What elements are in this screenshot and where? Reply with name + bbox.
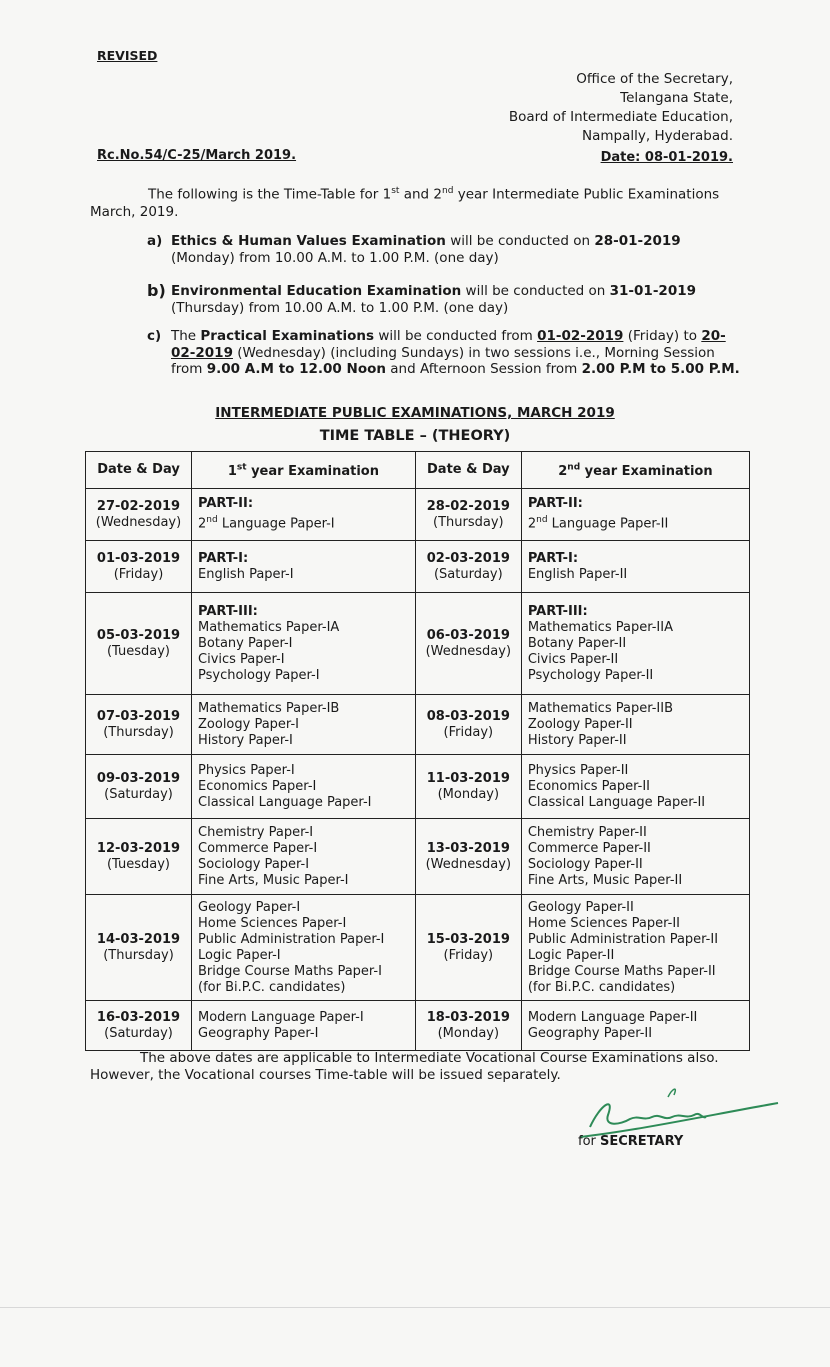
exam-paper: Sociology Paper-II bbox=[527, 856, 643, 872]
exam-paper: Bridge Course Maths Paper-II bbox=[527, 963, 716, 979]
exam-cell bbox=[521, 819, 749, 895]
item-session: 2.00 P.M to 5.00 P.M. bbox=[581, 361, 740, 377]
exam-paper: Bridge Course Maths Paper-I bbox=[198, 963, 382, 979]
exam-paper: Modern Language Paper-II bbox=[527, 1009, 698, 1025]
exam-paper: Home Sciences Paper-I bbox=[198, 915, 347, 931]
exam-paper: Classical Language Paper-I bbox=[198, 794, 372, 810]
exam-date: 14-03-2019 bbox=[96, 931, 181, 947]
exam-date: 12-03-2019 bbox=[96, 840, 181, 856]
exam-date: 02-03-2019 bbox=[426, 550, 510, 566]
exam-paper: Logic Paper-II bbox=[527, 947, 615, 963]
exam-day: (Friday) bbox=[443, 724, 494, 740]
main-heading-text: INTERMEDIATE PUBLIC EXAMINATIONS, MARCH 2019 bbox=[215, 405, 615, 421]
date-cell bbox=[86, 755, 192, 819]
item-text: (Wednesday) (including Sundays) in two sessions i.e., Morning Session from bbox=[171, 344, 715, 377]
office-line: Telangana State, bbox=[620, 90, 733, 106]
footer-note: The above dates are applicable to Intermediate Vocational Course Examinations also. However, the Vocational courses Time-table will be issued separately. bbox=[90, 1050, 719, 1083]
exam-day: (Monday) bbox=[437, 1025, 500, 1041]
exam-day: (Wednesday) bbox=[425, 643, 512, 659]
exam-cell bbox=[521, 541, 749, 593]
exam-cell bbox=[192, 489, 416, 541]
document-date-text: Date: 08-01-2019. bbox=[600, 150, 733, 165]
date-cell bbox=[86, 695, 192, 755]
time-table bbox=[85, 451, 750, 1051]
for-text: for bbox=[578, 1134, 601, 1149]
date-cell bbox=[86, 541, 192, 593]
exam-date: 05-03-2019 bbox=[96, 627, 181, 643]
exam-paper: Physics Paper-I bbox=[198, 762, 295, 778]
item-text: (Thursday) from 10.00 A.M. to 1.00 P.M. (one day) bbox=[171, 299, 509, 316]
date-cell bbox=[86, 593, 192, 695]
header-date-day: Date & Day bbox=[415, 452, 521, 489]
exam-paper: Commerce Paper-I bbox=[198, 840, 318, 856]
exam-date: 06-03-2019 bbox=[426, 627, 510, 643]
table-row bbox=[86, 593, 750, 695]
exam-day: (Wednesday) bbox=[95, 514, 182, 530]
item-date: 31-01-2019 bbox=[609, 283, 696, 299]
header-date-day: Date & Day bbox=[86, 452, 192, 489]
item-date: 01-02-2019 bbox=[537, 328, 624, 344]
table-row bbox=[86, 489, 750, 541]
table-row bbox=[86, 541, 750, 593]
item-practical-exam bbox=[147, 328, 741, 378]
for-secretary bbox=[578, 1134, 683, 1149]
exam-cell bbox=[521, 755, 749, 819]
item-marker: b) bbox=[147, 281, 166, 300]
exam-date: 28-02-2019 bbox=[426, 498, 510, 514]
item-text: will be conducted on bbox=[461, 283, 610, 299]
exam-cell bbox=[521, 489, 749, 541]
exam-paper: History Paper-II bbox=[527, 732, 627, 748]
exam-paper: Public Administration Paper-I bbox=[198, 931, 385, 947]
exam-paper: Mathematics Paper-IIA bbox=[527, 619, 673, 635]
exam-paper: Civics Paper-II bbox=[527, 651, 619, 667]
exam-paper: Physics Paper-II bbox=[527, 762, 629, 778]
exam-cell bbox=[192, 895, 416, 1001]
date-cell bbox=[86, 489, 192, 541]
intro-paragraph: The following is the Time-Table for 1st and 2nd year Intermediate Public Examinations March, 2019. bbox=[90, 186, 720, 220]
table-row bbox=[86, 895, 750, 1001]
date-cell bbox=[415, 593, 521, 695]
exam-paper: Geology Paper-II bbox=[527, 899, 634, 915]
office-line: Nampally, Hyderabad. bbox=[582, 128, 733, 144]
exam-paper: Psychology Paper-II bbox=[527, 667, 654, 683]
exam-date: 09-03-2019 bbox=[96, 770, 181, 786]
item-title: Ethics & Human Values Examination bbox=[171, 233, 446, 249]
exam-date: 08-03-2019 bbox=[426, 708, 510, 724]
exam-paper: Sociology Paper-I bbox=[198, 856, 310, 872]
exam-paper: Economics Paper-II bbox=[527, 778, 651, 794]
exam-paper: English Paper-I bbox=[198, 566, 294, 582]
exam-paper: (for Bi.P.C. candidates) bbox=[527, 979, 676, 995]
exam-day: (Friday) bbox=[443, 947, 494, 963]
exam-day: (Saturday) bbox=[104, 786, 173, 802]
exam-paper: Botany Paper-II bbox=[527, 635, 627, 651]
exam-paper: (for Bi.P.C. candidates) bbox=[198, 979, 346, 995]
exam-date: 16-03-2019 bbox=[96, 1009, 181, 1025]
exam-cell bbox=[521, 695, 749, 755]
date-cell bbox=[415, 819, 521, 895]
item-text: (Friday) to bbox=[623, 328, 702, 344]
item-text: and Afternoon Session from bbox=[385, 361, 582, 377]
office-address bbox=[509, 70, 733, 146]
date-cell bbox=[415, 695, 521, 755]
item-text: will be conducted from bbox=[374, 328, 538, 344]
exam-paper: Mathematics Paper-IB bbox=[198, 700, 340, 716]
exam-paper: Logic Paper-I bbox=[198, 947, 281, 963]
date-cell bbox=[86, 819, 192, 895]
date-cell bbox=[415, 755, 521, 819]
exam-part: PART-III: bbox=[527, 603, 588, 619]
exam-part: PART-II: bbox=[198, 496, 254, 512]
header-second-year: 2nd year Examination bbox=[521, 452, 749, 489]
item-ethics-exam bbox=[147, 233, 741, 266]
exam-date: 01-03-2019 bbox=[96, 550, 181, 566]
exam-cell bbox=[192, 755, 416, 819]
exam-paper: Mathematics Paper-IIB bbox=[527, 700, 673, 716]
exam-day: (Saturday) bbox=[433, 566, 503, 582]
exam-paper: 2nd Language Paper-II bbox=[527, 515, 669, 532]
date-cell bbox=[415, 895, 521, 1001]
exam-cell bbox=[192, 541, 416, 593]
item-title: Practical Examinations bbox=[200, 328, 375, 344]
exam-cell bbox=[192, 819, 416, 895]
exam-part: PART-I: bbox=[527, 550, 579, 566]
exam-paper: Civics Paper-I bbox=[198, 651, 285, 667]
exam-date: 18-03-2019 bbox=[426, 1009, 510, 1025]
item-text: The bbox=[171, 328, 201, 344]
page-bottom-rule bbox=[0, 1307, 830, 1308]
exam-paper: 2nd Language Paper-I bbox=[198, 515, 335, 532]
exam-day: (Thursday) bbox=[103, 724, 174, 740]
date-cell bbox=[415, 1001, 521, 1051]
exam-paper: Fine Arts, Music Paper-I bbox=[198, 872, 349, 888]
table-row bbox=[86, 1001, 750, 1051]
exam-paper: Chemistry Paper-I bbox=[198, 824, 314, 840]
item-session: 9.00 A.M to 12.00 Noon bbox=[206, 361, 386, 377]
exam-day: (Saturday) bbox=[104, 1025, 173, 1041]
exam-day: (Wednesday) bbox=[425, 856, 512, 872]
exam-paper: Chemistry Paper-II bbox=[527, 824, 647, 840]
revised-label: REVISED bbox=[97, 48, 158, 63]
table-row bbox=[86, 695, 750, 755]
office-line: Board of Intermediate Education, bbox=[508, 109, 733, 125]
exam-cell bbox=[521, 593, 749, 695]
exam-paper: Mathematics Paper-IA bbox=[198, 619, 340, 635]
exam-cell bbox=[192, 695, 416, 755]
exam-paper: Geography Paper-I bbox=[198, 1025, 319, 1041]
exam-cell bbox=[192, 593, 416, 695]
header-first-year: 1st year Examination bbox=[192, 452, 416, 489]
exam-cell bbox=[521, 1001, 749, 1051]
exam-paper: Economics Paper-I bbox=[198, 778, 317, 794]
exam-paper: English Paper-II bbox=[527, 566, 628, 582]
exam-paper: Psychology Paper-I bbox=[198, 667, 320, 683]
exam-paper: Zoology Paper-II bbox=[527, 716, 633, 732]
item-marker: c) bbox=[147, 328, 162, 344]
office-line: Office of the Secretary, bbox=[576, 71, 733, 87]
exam-paper: Botany Paper-I bbox=[198, 635, 293, 651]
table-header-row bbox=[86, 452, 750, 489]
exam-day: (Thursday) bbox=[433, 514, 504, 530]
exam-date: 13-03-2019 bbox=[426, 840, 510, 856]
exam-date: 11-03-2019 bbox=[426, 770, 510, 786]
exam-cell bbox=[521, 895, 749, 1001]
document-date bbox=[601, 150, 733, 165]
exam-date: 27-02-2019 bbox=[96, 498, 181, 514]
item-date: 20-02-2019 bbox=[171, 328, 726, 361]
exam-day: (Tuesday) bbox=[106, 643, 171, 659]
date-cell bbox=[415, 489, 521, 541]
date-cell bbox=[86, 895, 192, 1001]
main-heading bbox=[0, 405, 830, 421]
exam-paper: Classical Language Paper-II bbox=[527, 794, 706, 810]
exam-day: (Friday) bbox=[113, 566, 164, 582]
table-row bbox=[86, 819, 750, 895]
reference-number: Rc.No.54/C-25/March 2019. bbox=[97, 148, 297, 163]
item-title: Environmental Education Examination bbox=[171, 283, 462, 299]
exam-paper: Commerce Paper-II bbox=[527, 840, 651, 856]
exam-paper: Zoology Paper-I bbox=[198, 716, 299, 732]
sub-heading: TIME TABLE – (THEORY) bbox=[319, 428, 511, 444]
date-cell bbox=[415, 541, 521, 593]
exam-date: 15-03-2019 bbox=[426, 931, 510, 947]
table-row bbox=[86, 755, 750, 819]
secretary-title: SECRETARY bbox=[600, 1134, 684, 1149]
exam-cell bbox=[192, 1001, 416, 1051]
exam-day: (Monday) bbox=[437, 786, 500, 802]
exam-paper: History Paper-I bbox=[198, 732, 293, 748]
exam-day: (Thursday) bbox=[103, 947, 174, 963]
item-environmental-exam bbox=[147, 283, 741, 316]
item-date: 28-01-2019 bbox=[594, 233, 681, 249]
exam-paper: Public Administration Paper-II bbox=[527, 931, 719, 947]
exam-paper: Geology Paper-I bbox=[198, 899, 301, 915]
exam-paper: Modern Language Paper-I bbox=[198, 1009, 364, 1025]
item-marker: a) bbox=[147, 233, 163, 249]
exam-paper: Fine Arts, Music Paper-II bbox=[527, 872, 683, 888]
exam-paper: Geography Paper-II bbox=[527, 1025, 653, 1041]
exam-day: (Tuesday) bbox=[106, 856, 171, 872]
exam-paper: Home Sciences Paper-II bbox=[527, 915, 680, 931]
date-cell bbox=[86, 1001, 192, 1051]
item-text: (Monday) from 10.00 A.M. to 1.00 P.M. (one day) bbox=[171, 249, 499, 266]
exam-part: PART-III: bbox=[198, 603, 258, 619]
exam-date: 07-03-2019 bbox=[96, 708, 181, 724]
item-text: will be conducted on bbox=[445, 233, 595, 249]
exam-part: PART-I: bbox=[198, 550, 249, 566]
exam-part: PART-II: bbox=[527, 496, 583, 512]
